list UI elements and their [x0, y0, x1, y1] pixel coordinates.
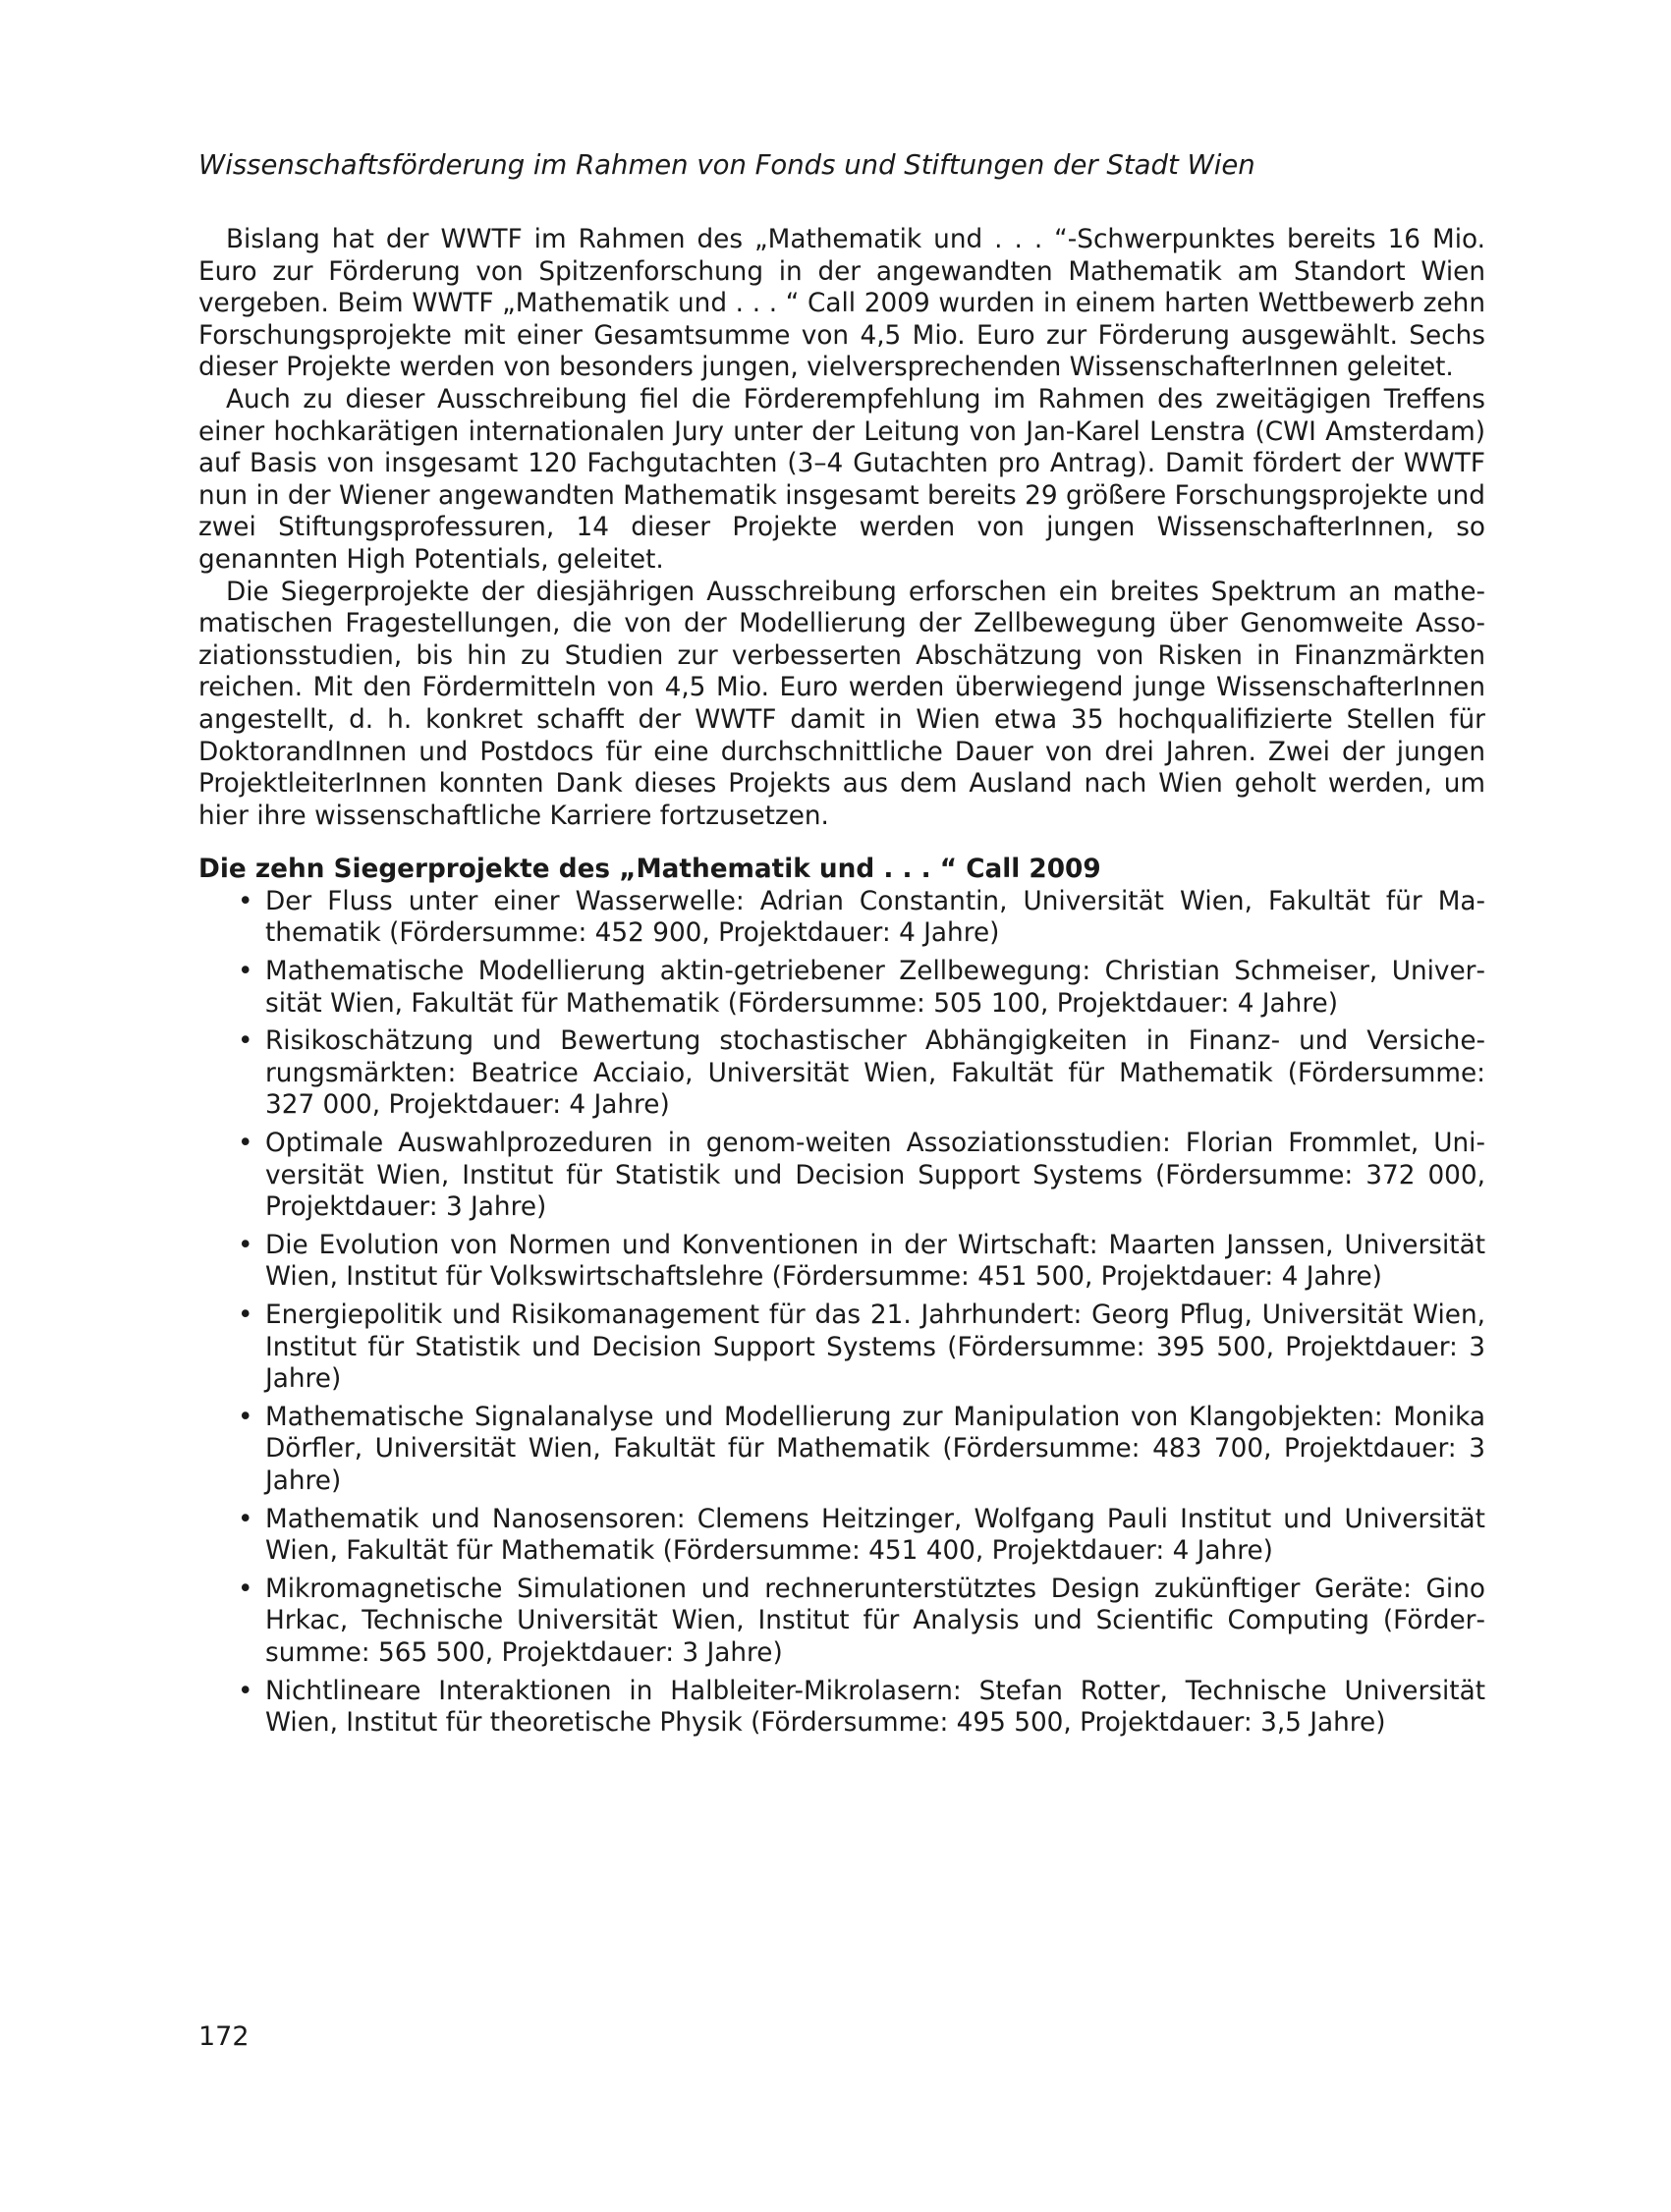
- project-list-item: • Mikromagnetische Simulationen und rechnerunterstütztes Design zukünftiger Geräte: Gino Hrkac, Technische Universität Wien, Institut für Analysis und Scientific Computing (Fördersumme: 565 500, Projektdauer: 3 Jahre): [265, 1574, 1485, 1670]
- project-list: [198, 886, 1485, 1740]
- project-list-item: • Optimale Auswahlprozeduren in genom-weiten Assoziationsstudien: Florian Frommlet, Universität Wien, Institut für Statistik und Decision Support Systems (Fördersumme: 372 000, Projektdauer: 3 Jahre): [265, 1128, 1485, 1224]
- project-list-item: • Risikoschätzung und Bewertung stochastischer Abhängigkeiten in Finanz- und Versicherungsmärkten: Beatrice Acciaio, Universität Wien, Fakultät für Mathematik (Fördersumme: 327 000, Projektdauer: 4 Jahre): [265, 1025, 1485, 1122]
- project-list-item: • Nichtlineare Interaktionen in Halbleiter-Mikrolasern: Stefan Rotter, Technische Universität Wien, Institut für theoretische Physik (Fördersumme: 495 500, Projektdauer: 3,5 Jahre): [265, 1676, 1485, 1740]
- project-list-item: • Die Evolution von Normen und Konventionen in der Wirtschaft: Maarten Janssen, Universität Wien, Institut für Volkswirtschaftslehre (Fördersumme: 451 500, Projektdauer: 4 Jahre): [265, 1230, 1485, 1294]
- main-content: [198, 224, 1485, 1745]
- body-paragraph: Die Siegerprojekte der diesjährigen Ausschreibung erforschen ein breites Spektrum an mathematischen Fragestellungen, die von der Modellierung der Zellbewegung über Genomweite Assoziationsstudien, bis hin zu Studien zur verbesserten Abschätzung von Risken in Finanzmärkten reichen. Mit den Fördermitteln von 4,5 Mio. Euro werden überwiegend junge WissenschafterInnen angestellt, d. h. konkret schafft der WWTF damit in Wien etwa 35 hochqualifizierte Stellen für DoktorandInnen und Postdocs für eine durchschnittliche Dauer von drei Jahren. Zwei der jungen ProjektleiterInnen konnten Dank dieses Projekts aus dem Ausland nach Wien geholt werden, um hier ihre wissenschaftliche Karriere fortzusetzen.: [198, 577, 1485, 831]
- project-list-item: • Der Fluss unter einer Wasserwelle: Adrian Constantin, Universität Wien, Fakultät für Mathematik (Fördersumme: 452 900, Projektdauer: 4 Jahre): [265, 886, 1485, 950]
- body-paragraph: Bislang hat der WWTF im Rahmen des „Mathematik und . . . “-Schwerpunktes bereits 16 Mio. Euro zur Förderung von Spitzenforschung in der angewandten Mathematik am Standort Wien vergeben. Beim WWTF „Mathematik und . . . “ Call 2009 wurden in einem harten Wettbewerb zehn Forschungsprojekte mit einer Gesamtsumme von 4,5 Mio. Euro zur Förderung ausgewählt. Sechs dieser Projekte werden von besonders jungen, vielversprechenden WissenschafterInnen geleitet.: [198, 225, 1485, 383]
- project-list-item: • Mathematische Signalanalyse und Modellierung zur Manipulation von Klangobjekten: Monika Dörfler, Universität Wien, Fakultät für Mathematik (Fördersumme: 483 700, Projektdauer: 3 Jahre): [265, 1402, 1485, 1498]
- body-paragraph: Auch zu dieser Ausschreibung fiel die Förderempfehlung im Rahmen des zweitägigen Treffens einer hochkarätigen internationalen Jury unter der Leitung von Jan-Karel Lenstra (CWI Amsterdam) auf Basis von insgesamt 120 Fachgutachten (3–4 Gutachten pro Antrag). Damit fördert der WWTF nun in der Wiener angewandten Mathematik insgesamt bereits 29 größere Forschungsprojekte und zwei Stiftungsprofessuren, 14 dieser Projekte werden von jungen WissenschafterInnen, so genannten High Potentials, geleitet.: [198, 384, 1485, 575]
- section-heading: Die zehn Siegerprojekte des „Mathematik und . . . “ Call 2009: [198, 855, 1101, 885]
- project-list-item: • Energiepolitik und Risikomanagement für das 21. Jahrhundert: Georg Pflug, Universität Wien, Institut für Statistik und Decision Support Systems (Fördersumme: 395 500, Projektdauer: 3 Jahre): [265, 1300, 1485, 1396]
- project-list-item: • Mathematische Modellierung aktin-getriebener Zellbewegung: Christian Schmeiser, Universität Wien, Fakultät für Mathematik (Fördersumme: 505 100, Projektdauer: 4 Jahre): [265, 956, 1485, 1020]
- page-number: 172: [198, 2021, 250, 2052]
- running-head: Wissenschaftsförderung im Rahmen von Fonds und Stiftungen der Stadt Wien: [198, 149, 1255, 181]
- project-list-item: • Mathematik und Nanosensoren: Clemens Heitzinger, Wolfgang Pauli Institut und Universität Wien, Fakultät für Mathematik (Fördersumme: 451 400, Projektdauer: 4 Jahre): [265, 1504, 1485, 1568]
